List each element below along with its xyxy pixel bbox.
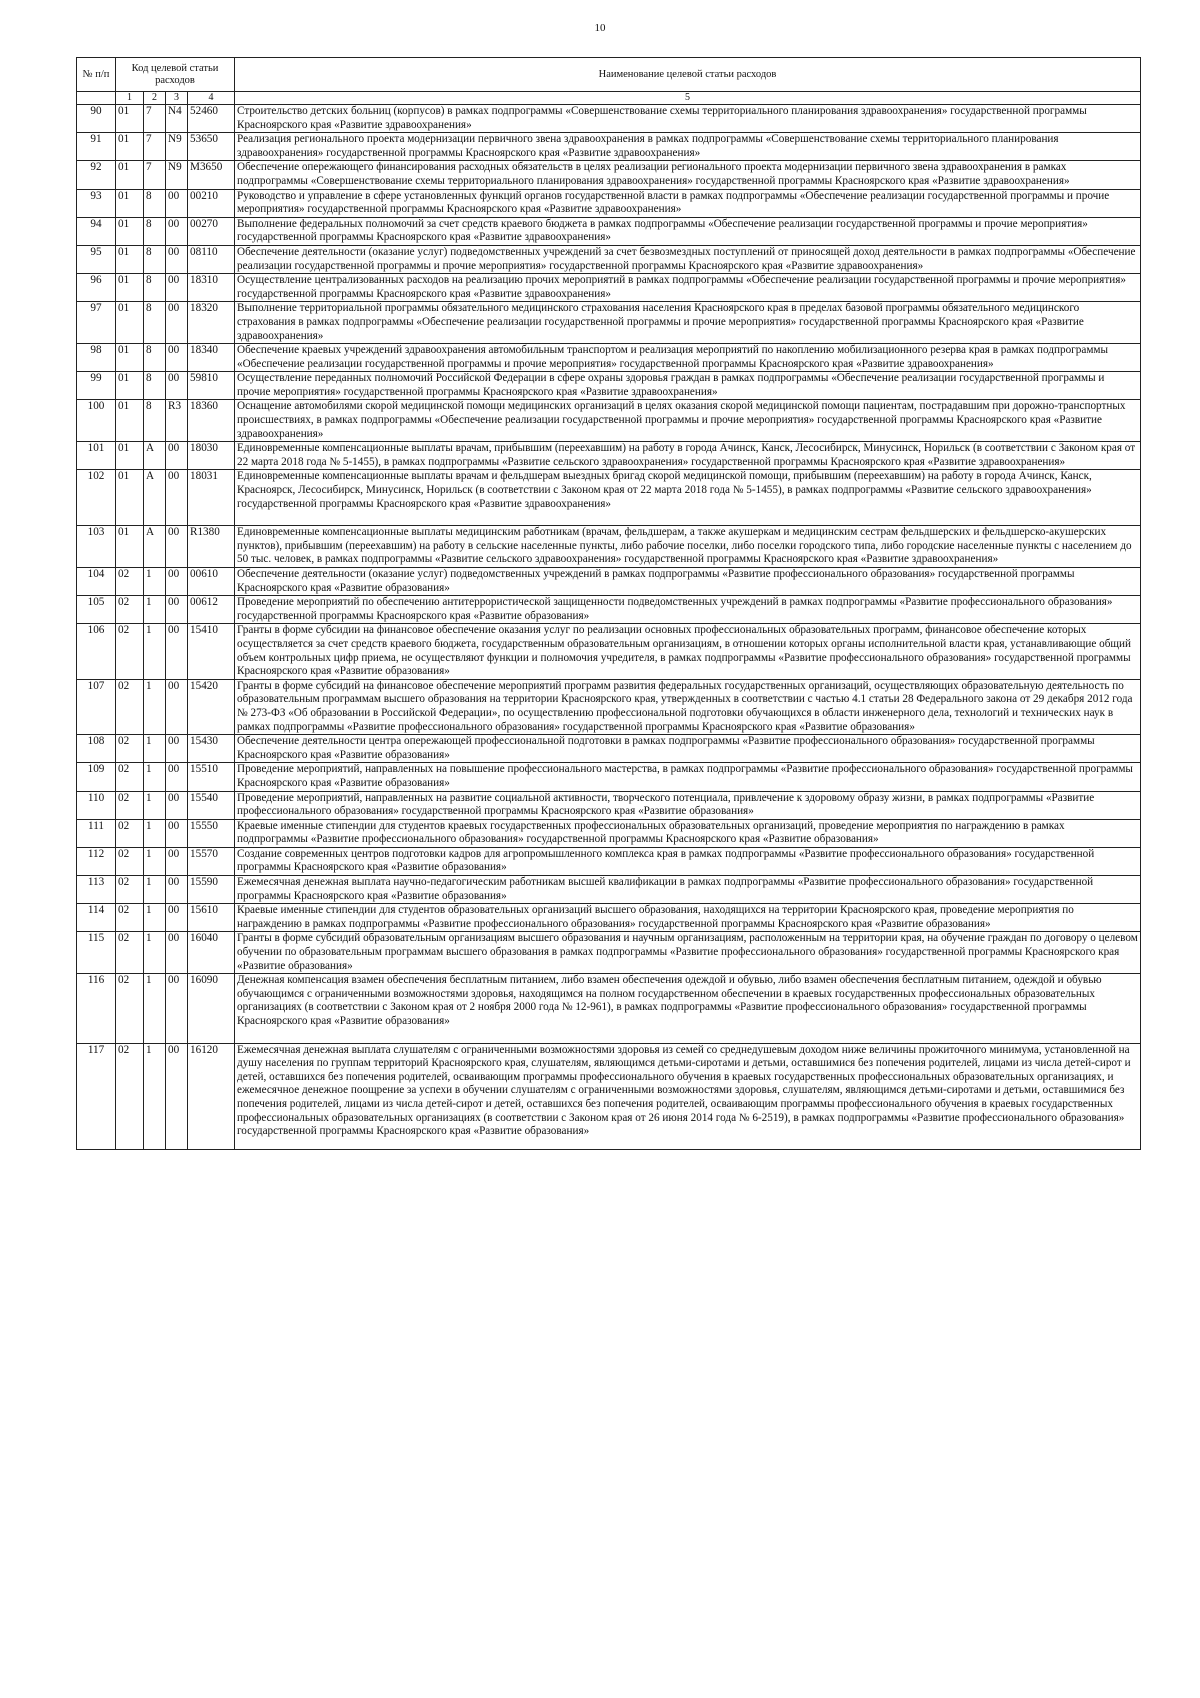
row-number: 104 bbox=[77, 568, 116, 596]
code-part-4: 15410 bbox=[188, 624, 235, 679]
expense-item-name: Руководство и управление в сфере установленных функций органов государственной власти в рамках подпрограммы «Обеспечение реализации государственной программы и прочие мероприятия» государственной программы Красноярского края «Развитие здравоохранения» bbox=[235, 189, 1141, 217]
code-part-1: 01 bbox=[116, 189, 144, 217]
expense-item-name: Гранты в форме субсидий образовательным организациям высшего образования и научным организациям, расположенным на территории края, на обучение граждан по договору о целевом обучении по образовательным программам высшего образования в рамках подпрограммы «Развитие профессионального образования» государственной программы Красноярского края «Развитие образования» bbox=[235, 932, 1141, 974]
table-row bbox=[77, 1043, 1141, 1149]
row-number: 112 bbox=[77, 847, 116, 875]
code-part-4: 00210 bbox=[188, 189, 235, 217]
expense-item-name: Создание современных центров подготовки кадров для агропромышленного комплекса края в рамках подпрограммы «Развитие профессионального образования» государственной программы Красноярского края «Развитие образования» bbox=[235, 847, 1141, 875]
code-part-1: 02 bbox=[116, 847, 144, 875]
expense-item-name: Краевые именные стипендии для студентов краевых государственных профессиональных образовательных организаций, проведение мероприятия по награждению в рамках подпрограммы «Развитие профессионального образования» государственной программы Красноярского края «Развитие образования» bbox=[235, 819, 1141, 847]
code-part-2: 1 bbox=[144, 568, 166, 596]
table-row bbox=[77, 133, 1141, 161]
code-part-4: 18340 bbox=[188, 344, 235, 372]
code-part-1: 02 bbox=[116, 819, 144, 847]
code-part-2: 8 bbox=[144, 274, 166, 302]
table-row bbox=[77, 344, 1141, 372]
row-number: 114 bbox=[77, 904, 116, 932]
table-row bbox=[77, 217, 1141, 245]
code-part-2: 1 bbox=[144, 1043, 166, 1149]
table-row bbox=[77, 624, 1141, 679]
code-part-4: 16040 bbox=[188, 932, 235, 974]
code-part-3: 00 bbox=[166, 470, 188, 526]
code-part-2: 1 bbox=[144, 791, 166, 819]
code-part-2: 1 bbox=[144, 876, 166, 904]
code-part-1: 02 bbox=[116, 932, 144, 974]
code-part-2: 8 bbox=[144, 302, 166, 344]
expense-item-name: Единовременные компенсационные выплаты врачам и фельдшерам выездных бригад скорой медицинской помощи, прибывшим (переехавшим) на работу в города Ачинск, Канск, Красноярск, Лесосибирск, Минусинск, Норильск (в соответствии с Законом края от 22 марта 2018 года № 5-1455), в рамках подпрограммы «Развитие сельского здравоохранения» государственной программы Красноярского края «Развитие здравоохранения» bbox=[235, 470, 1141, 526]
code-part-3: 00 bbox=[166, 763, 188, 791]
code-part-3: 00 bbox=[166, 274, 188, 302]
row-number: 97 bbox=[77, 302, 116, 344]
code-part-3: 00 bbox=[166, 624, 188, 679]
code-part-3: 00 bbox=[166, 791, 188, 819]
row-number: 106 bbox=[77, 624, 116, 679]
code-part-2: 1 bbox=[144, 819, 166, 847]
expense-item-name: Осуществление переданных полномочий Российской Федерации в сфере охраны здоровья граждан в рамках подпрограммы «Обеспечение реализации государственной программы и прочие мероприятия» государственной программы Красноярского края «Развитие здравоохранения» bbox=[235, 372, 1141, 400]
table-row bbox=[77, 847, 1141, 875]
header-num: № п/п bbox=[77, 58, 116, 92]
code-part-4: 59810 bbox=[188, 372, 235, 400]
table-row bbox=[77, 161, 1141, 189]
code-part-3: N9 bbox=[166, 133, 188, 161]
code-part-2: 7 bbox=[144, 105, 166, 133]
row-number: 92 bbox=[77, 161, 116, 189]
code-part-4: 16090 bbox=[188, 974, 235, 1043]
table-header-row bbox=[77, 58, 1141, 92]
code-part-2: 8 bbox=[144, 372, 166, 400]
expense-item-name: Обеспечение деятельности (оказание услуг) подведомственных учреждений за счет безвозмездных поступлений от приносящей доход деятельности в рамках подпрограммы «Обеспечение реализации государственной программы и прочие мероприятия» государственной программы Красноярского края «Развитие здравоохранения» bbox=[235, 245, 1141, 273]
row-number: 107 bbox=[77, 679, 116, 734]
code-part-4: 00270 bbox=[188, 217, 235, 245]
table-row bbox=[77, 974, 1141, 1043]
row-number: 99 bbox=[77, 372, 116, 400]
table-row bbox=[77, 302, 1141, 344]
column-number-row bbox=[77, 92, 1141, 105]
row-number: 101 bbox=[77, 442, 116, 470]
row-number: 115 bbox=[77, 932, 116, 974]
code-part-2: 1 bbox=[144, 735, 166, 763]
code-part-3: N9 bbox=[166, 161, 188, 189]
code-part-1: 02 bbox=[116, 904, 144, 932]
table-row bbox=[77, 763, 1141, 791]
code-part-1: 01 bbox=[116, 217, 144, 245]
expense-item-name: Гранты в форме субсидии на финансовое обеспечение оказания услуг по реализации основных профессиональных образовательных программ, финансовое обеспечение которых осуществляется за счет средств краевого бюджета, государственным образовательным организациям, в отношении которых органы исполнительной власти края, устанавливающие общий объем контрольных цифр приема, не осуществляют функции и полномочия учредителя, в рамках подпрограммы «Развитие профессионального образования» государственной программы Красноярского края «Развитие образования» bbox=[235, 624, 1141, 679]
code-part-1: 02 bbox=[116, 1043, 144, 1149]
code-part-4: R1380 bbox=[188, 526, 235, 568]
code-part-3: 00 bbox=[166, 932, 188, 974]
code-part-2: 1 bbox=[144, 624, 166, 679]
column-number: 4 bbox=[188, 92, 235, 105]
code-part-4: 15570 bbox=[188, 847, 235, 875]
expense-item-name: Проведение мероприятий по обеспечению антитеррористической защищенности подведомственных учреждений в рамках подпрограммы «Развитие профессионального образования» государственной программы Красноярского края «Развитие образования» bbox=[235, 596, 1141, 624]
table-row bbox=[77, 372, 1141, 400]
expense-item-name: Единовременные компенсационные выплаты медицинским работникам (врачам, фельдшерам, а также акушеркам и медицинским сестрам фельдшерских и фельдшерско-акушерских пунктов), прибывшим (переехавшим) на работу в сельские населенные пункты, либо рабочие поселки, либо поселки городского типа, либо городские населенные пункты с населением до 50 тыс. человек, в рамках подпрограммы «Развитие сельского здравоохранения» государственной программы Красноярского края «Развитие здравоохранения» bbox=[235, 526, 1141, 568]
column-number: 2 bbox=[144, 92, 166, 105]
column-number bbox=[77, 92, 116, 105]
code-part-2: 7 bbox=[144, 161, 166, 189]
table-row bbox=[77, 526, 1141, 568]
code-part-1: 01 bbox=[116, 372, 144, 400]
table-row bbox=[77, 470, 1141, 526]
code-part-2: А bbox=[144, 526, 166, 568]
table-row bbox=[77, 904, 1141, 932]
code-part-2: 8 bbox=[144, 217, 166, 245]
code-part-4: 52460 bbox=[188, 105, 235, 133]
code-part-3: 00 bbox=[166, 904, 188, 932]
code-part-3: 00 bbox=[166, 679, 188, 734]
table-row bbox=[77, 568, 1141, 596]
row-number: 98 bbox=[77, 344, 116, 372]
row-number: 95 bbox=[77, 245, 116, 273]
row-number: 105 bbox=[77, 596, 116, 624]
code-part-2: 8 bbox=[144, 189, 166, 217]
row-number: 108 bbox=[77, 735, 116, 763]
expense-item-name: Ежемесячная денежная выплата научно-педагогическим работникам высшей квалификации в рамках подпрограммы «Развитие профессионального образования» государственной программы Красноярского края «Развитие образования» bbox=[235, 876, 1141, 904]
expense-item-name: Проведение мероприятий, направленных на повышение профессионального мастерства, в рамках подпрограммы «Развитие профессионального образования» государственной программы Красноярского края «Развитие образования» bbox=[235, 763, 1141, 791]
code-part-3: 00 bbox=[166, 245, 188, 273]
code-part-1: 02 bbox=[116, 679, 144, 734]
table-row bbox=[77, 932, 1141, 974]
code-part-4: 00612 bbox=[188, 596, 235, 624]
code-part-4: 15550 bbox=[188, 819, 235, 847]
table-row bbox=[77, 105, 1141, 133]
code-part-1: 01 bbox=[116, 161, 144, 189]
table-row bbox=[77, 819, 1141, 847]
table-row bbox=[77, 876, 1141, 904]
row-number: 111 bbox=[77, 819, 116, 847]
code-part-4: 18030 bbox=[188, 442, 235, 470]
code-part-1: 01 bbox=[116, 245, 144, 273]
row-number: 110 bbox=[77, 791, 116, 819]
expense-item-name: Обеспечение опережающего финансирования расходных обязательств в целях реализации регионального проекта модернизации первичного звена здравоохранения в рамках подпрограммы «Совершенствование схемы территориального планирования здравоохранения» государственной программы Красноярского края «Развитие здравоохранения» bbox=[235, 161, 1141, 189]
expense-item-name: Выполнение территориальной программы обязательного медицинского страхования населения Красноярского края в пределах базовой программы обязательного медицинского страхования в рамках подпрограммы «Обеспечение реализации государственной программы и прочие мероприятия» государственной программы Красноярского края «Развитие здравоохранения» bbox=[235, 302, 1141, 344]
code-part-2: 1 bbox=[144, 679, 166, 734]
code-part-1: 01 bbox=[116, 302, 144, 344]
expense-item-name: Ежемесячная денежная выплата слушателям с ограниченными возможностями здоровья из семей со среднедушевым доходом ниже величины прожиточного минимума, установленной на душу населения по группам территорий Красноярского края, слушателям, являющимся детьми-сиротами и детьми, оставшимися без попечения родителей, лицами из числа детей-сирот и детей, оставшихся без попечения родителей, осваивающим программы профессионального обучения в краевых государственных профессиональных образовательных организациях, и ежемесячное денежное поощрение за успехи в обучении слушателям с ограниченными возможностями здоровья, слушателям, являющимся детьми-сиротами и детьми, оставшимися без попечения родителей, лицами из числа детей-сирот и детей, оставшихся без попечения родителей, осваивающим программы профессионального обучения в краевых государственных профессиональных образовательных организациях (в соответствии с Законом края от 26 июня 2014 года № 6-2519), в рамках подпрограммы «Развитие профессионального образования» государственной программы Красноярского края «Развитие образования» bbox=[235, 1043, 1141, 1149]
code-part-1: 02 bbox=[116, 763, 144, 791]
expense-item-name: Денежная компенсация взамен обеспечения бесплатным питанием, либо взамен обеспечения одеждой и обувью, либо взамен обеспечения бесплатным питанием, одеждой и обувью обучающимся с ограниченными возможностями здоровья, находящимся на полном государственном обеспечении в краевых государственных профессиональных образовательных организациях (в соответствии с Законом края от 2 ноября 2000 года № 12-961), в рамках подпрограммы «Развитие профессионального образования» государственной программы Красноярского края «Развитие образования» bbox=[235, 974, 1141, 1043]
code-part-1: 01 bbox=[116, 442, 144, 470]
code-part-3: 00 bbox=[166, 735, 188, 763]
code-part-3: 00 bbox=[166, 189, 188, 217]
code-part-1: 01 bbox=[116, 274, 144, 302]
code-part-1: 02 bbox=[116, 624, 144, 679]
code-part-3: 00 bbox=[166, 1043, 188, 1149]
code-part-2: 7 bbox=[144, 133, 166, 161]
code-part-2: 1 bbox=[144, 847, 166, 875]
expense-item-name: Реализация регионального проекта модернизации первичного звена здравоохранения в рамках подпрограммы «Совершенствование схемы территориального планирования здравоохранения» государственной программы Красноярского края «Развитие здравоохранения» bbox=[235, 133, 1141, 161]
row-number: 91 bbox=[77, 133, 116, 161]
expense-item-name: Строительство детских больниц (корпусов) в рамках подпрограммы «Совершенствование схемы территориального планирования здравоохранения» государственной программы Красноярского края «Развитие здравоохранения» bbox=[235, 105, 1141, 133]
code-part-1: 02 bbox=[116, 735, 144, 763]
code-part-4: 00610 bbox=[188, 568, 235, 596]
code-part-2: 8 bbox=[144, 344, 166, 372]
code-part-2: 1 bbox=[144, 596, 166, 624]
row-number: 117 bbox=[77, 1043, 116, 1149]
code-part-3: 00 bbox=[166, 217, 188, 245]
code-part-3: 00 bbox=[166, 526, 188, 568]
code-part-3: 00 bbox=[166, 819, 188, 847]
code-part-4: 18320 bbox=[188, 302, 235, 344]
table-body bbox=[77, 105, 1141, 1150]
code-part-1: 01 bbox=[116, 470, 144, 526]
expense-item-name: Обеспечение деятельности (оказание услуг) подведомственных учреждений в рамках подпрограммы «Развитие профессионального образования» государственной программы Красноярского края «Развитие образования» bbox=[235, 568, 1141, 596]
column-number: 3 bbox=[166, 92, 188, 105]
expense-item-name: Осуществление централизованных расходов на реализацию прочих мероприятий в рамках подпрограммы «Обеспечение реализации государственной программы и прочие мероприятия» государственной программы Красноярского края «Развитие здравоохранения» bbox=[235, 274, 1141, 302]
code-part-3: 00 bbox=[166, 372, 188, 400]
code-part-1: 02 bbox=[116, 974, 144, 1043]
code-part-3: N4 bbox=[166, 105, 188, 133]
code-part-3: 00 bbox=[166, 596, 188, 624]
expense-item-name: Оснащение автомобилями скорой медицинской помощи медицинских организаций в целях оказания скорой медицинской помощи пациентам, пострадавшим при дорожно-транспортных происшествиях, в рамках подпрограммы «Обеспечение реализации государственной программы и прочие мероприятия» государственной программы Красноярского края «Развитие здравоохранения» bbox=[235, 400, 1141, 442]
code-part-1: 01 bbox=[116, 133, 144, 161]
row-number: 94 bbox=[77, 217, 116, 245]
table-row bbox=[77, 274, 1141, 302]
code-part-4: 15510 bbox=[188, 763, 235, 791]
code-part-3: 00 bbox=[166, 974, 188, 1043]
code-part-3: 00 bbox=[166, 302, 188, 344]
code-part-4: 53650 bbox=[188, 133, 235, 161]
code-part-2: 1 bbox=[144, 904, 166, 932]
code-part-1: 01 bbox=[116, 526, 144, 568]
code-part-1: 02 bbox=[116, 876, 144, 904]
row-number: 96 bbox=[77, 274, 116, 302]
code-part-1: 02 bbox=[116, 791, 144, 819]
code-part-3: 00 bbox=[166, 876, 188, 904]
expense-item-name: Обеспечение деятельности центра опережающей профессиональной подготовки в рамках подпрограммы «Развитие профессионального образования» государственной программы Красноярского края «Развитие образования» bbox=[235, 735, 1141, 763]
code-part-4: 18310 bbox=[188, 274, 235, 302]
expense-item-name: Выполнение федеральных полномочий за счет средств краевого бюджета в рамках подпрограммы «Обеспечение реализации государственной программы и прочие мероприятия» государственной программы Красноярского края «Развитие здравоохранения» bbox=[235, 217, 1141, 245]
table-row bbox=[77, 679, 1141, 734]
code-part-3: R3 bbox=[166, 400, 188, 442]
table-row bbox=[77, 735, 1141, 763]
expense-item-name: Обеспечение краевых учреждений здравоохранения автомобильным транспортом и реализация мероприятий по накоплению мобилизационного резерва края в рамках подпрограммы «Обеспечение реализации государственной программы и прочие мероприятия» государственной программы Красноярского края «Развитие здравоохранения» bbox=[235, 344, 1141, 372]
column-number: 5 bbox=[235, 92, 1141, 105]
code-part-2: А bbox=[144, 470, 166, 526]
table-row bbox=[77, 791, 1141, 819]
row-number: 93 bbox=[77, 189, 116, 217]
code-part-1: 01 bbox=[116, 344, 144, 372]
code-part-4: 15610 bbox=[188, 904, 235, 932]
code-part-2: 1 bbox=[144, 974, 166, 1043]
code-part-3: 00 bbox=[166, 442, 188, 470]
column-number: 1 bbox=[116, 92, 144, 105]
expense-item-name: Гранты в форме субсидий на финансовое обеспечение мероприятий программ развития федеральных государственных организаций, осуществляющих образовательную деятельность по образовательным программам высшего образования на территории Красноярского края, утвержденных в соответствии с частью 4.1 статьи 28 Федерального закона от 29 декабря 2012 года № 273-ФЗ «Об образовании в Российской Федерации», по осуществлению профессиональной подготовки обучающихся в области инженерного дела, технологий и технических наук в рамках подпрограммы «Развитие профессионального образования» государственной программы Красноярского края «Развитие образования» bbox=[235, 679, 1141, 734]
code-part-2: 8 bbox=[144, 400, 166, 442]
expense-item-name: Краевые именные стипендии для студентов образовательных организаций высшего образования, находящихся на территории Красноярского края, проведение мероприятия по награждению в рамках подпрограммы «Развитие профессионального образования» государственной программы Красноярского края «Развитие образования» bbox=[235, 904, 1141, 932]
row-number: 102 bbox=[77, 470, 116, 526]
code-part-4: 18031 bbox=[188, 470, 235, 526]
row-number: 90 bbox=[77, 105, 116, 133]
code-part-4: 16120 bbox=[188, 1043, 235, 1149]
row-number: 109 bbox=[77, 763, 116, 791]
code-part-2: 1 bbox=[144, 763, 166, 791]
code-part-4: 18360 bbox=[188, 400, 235, 442]
code-part-1: 01 bbox=[116, 105, 144, 133]
code-part-3: 00 bbox=[166, 568, 188, 596]
expense-items-table bbox=[76, 57, 1141, 1150]
code-part-4: 08110 bbox=[188, 245, 235, 273]
row-number: 100 bbox=[77, 400, 116, 442]
code-part-1: 02 bbox=[116, 596, 144, 624]
row-number: 113 bbox=[77, 876, 116, 904]
expense-item-name: Единовременные компенсационные выплаты врачам, прибывшим (переехавшим) на работу в города Ачинск, Канск, Лесосибирск, Минусинск, Норильск (в соответствии с Законом края от 22 марта 2018 года № 5-1455), в рамках подпрограммы «Развитие сельского здравоохранения» государственной программы Красноярского края «Развитие здравоохранения» bbox=[235, 442, 1141, 470]
code-part-4: 15420 bbox=[188, 679, 235, 734]
code-part-1: 02 bbox=[116, 568, 144, 596]
table-row bbox=[77, 400, 1141, 442]
expense-item-name: Проведение мероприятий, направленных на развитие социальной активности, творческого потенциала, привлечение к здоровому образу жизни, в рамках подпрограммы «Развитие профессионального образования» государственной программы Красноярского края «Развитие образования» bbox=[235, 791, 1141, 819]
header-name: Наименование целевой статьи расходов bbox=[235, 58, 1141, 92]
code-part-4: 15590 bbox=[188, 876, 235, 904]
table-row bbox=[77, 245, 1141, 273]
code-part-2: 8 bbox=[144, 245, 166, 273]
code-part-2: 1 bbox=[144, 932, 166, 974]
table-row bbox=[77, 442, 1141, 470]
code-part-3: 00 bbox=[166, 344, 188, 372]
code-part-1: 01 bbox=[116, 400, 144, 442]
code-part-4: 15540 bbox=[188, 791, 235, 819]
row-number: 116 bbox=[77, 974, 116, 1043]
table-row bbox=[77, 189, 1141, 217]
row-number: 103 bbox=[77, 526, 116, 568]
code-part-4: 15430 bbox=[188, 735, 235, 763]
page-number: 10 bbox=[594, 22, 606, 34]
header-code-group: Код целевой статьи расходов bbox=[116, 58, 235, 92]
code-part-3: 00 bbox=[166, 847, 188, 875]
code-part-2: А bbox=[144, 442, 166, 470]
table-row bbox=[77, 596, 1141, 624]
code-part-4: M3650 bbox=[188, 161, 235, 189]
